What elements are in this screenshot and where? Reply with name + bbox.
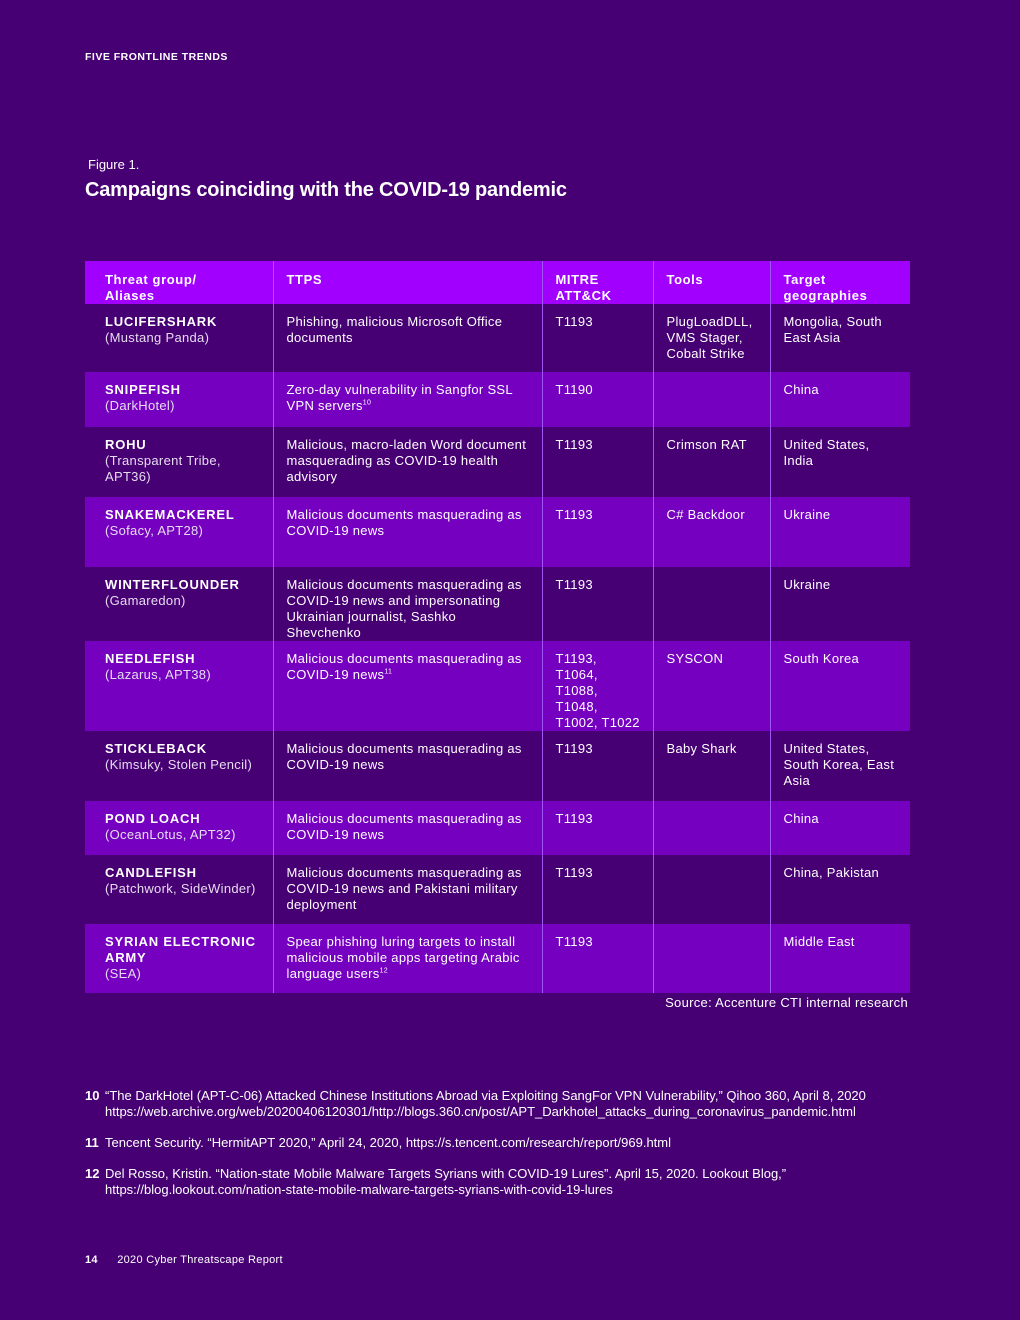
tools-cell: Crimson RAT — [653, 427, 770, 497]
column-header: MITRE ATT&CK — [542, 261, 653, 304]
mitre-cell: T1193 — [542, 924, 653, 993]
footnote-line: https://blog.lookout.com/nation-state-mobile-malware-targets-syrians-with-covid-19-lures — [105, 1182, 613, 1197]
table-row — [85, 304, 910, 372]
table-row — [85, 427, 910, 497]
table-row — [85, 855, 910, 924]
geo-cell: United States, South Korea, East Asia — [770, 731, 910, 801]
threat-group-cell — [85, 801, 273, 855]
tools-cell: Baby Shark — [653, 731, 770, 801]
table-row — [85, 801, 910, 855]
page-footer — [85, 1254, 283, 1266]
threat-group-name: NEEDLEFISH — [105, 651, 196, 666]
footnote-number: 10 — [85, 1088, 100, 1103]
footnote-line: Del Rosso, Kristin. “Nation-state Mobile Malware Targets Syrians with COVID-19 Lures”. April 15, 2020. Lookout Blog,” — [105, 1166, 787, 1181]
geo-cell: Middle East — [770, 924, 910, 993]
figure-title: Campaigns coinciding with the COVID-19 pandemic — [85, 179, 567, 201]
threat-group-aliases: (Sofacy, APT28) — [105, 523, 204, 538]
geo-cell: China, Pakistan — [770, 855, 910, 924]
column-header: Threat group/ Aliases — [85, 261, 273, 304]
mitre-cell: T1190 — [542, 372, 653, 427]
mitre-cell: T1193 — [542, 855, 653, 924]
geo-cell: South Korea — [770, 641, 910, 731]
table-row — [85, 641, 910, 731]
footnote-number: 12 — [85, 1166, 100, 1181]
threat-group-aliases: (Mustang Panda) — [105, 330, 210, 345]
table-row — [85, 372, 910, 427]
threat-group-cell — [85, 855, 273, 924]
campaigns-table — [85, 261, 910, 993]
tools-cell — [653, 855, 770, 924]
ttps-cell: Spear phishing luring targets to install malicious mobile apps targeting Arabic language users$^{12}$ — [273, 924, 542, 993]
ttps-cell: Phishing, malicious Microsoft Office documents — [273, 304, 542, 372]
tools-cell — [653, 372, 770, 427]
threat-group-cell — [85, 567, 273, 641]
threat-group-cell — [85, 641, 273, 731]
footnote-number: 11 — [85, 1135, 99, 1150]
mitre-cell: T1193 — [542, 427, 653, 497]
ttps-cell: Zero-day vulnerability in Sangfor SSL VPN servers$^{10}$ — [273, 372, 542, 427]
mitre-cell: T1193 — [542, 567, 653, 641]
table-header-row — [85, 261, 910, 304]
geo-cell: Ukraine — [770, 567, 910, 641]
mitre-cell: T1193, T1064, T1088, T1048, T1002, T1022 — [542, 641, 653, 731]
ttps-cell: Malicious, macro-laden Word document masquerading as COVID-19 health advisory — [273, 427, 542, 497]
threat-group-aliases: (Patchwork, SideWinder) — [105, 881, 256, 896]
footnote-line: “The DarkHotel (APT-C-06) Attacked Chinese Institutions Abroad via Exploiting SangFor VPN Vulnerability,” Qihoo 360, April 8, 2020 — [105, 1088, 866, 1103]
threat-group-aliases: (DarkHotel) — [105, 398, 175, 413]
footnote — [85, 1088, 965, 1120]
column-header: Tools — [653, 261, 770, 304]
footnote-ref: 12 — [379, 967, 388, 975]
tools-cell — [653, 924, 770, 993]
column-header: Target geographies — [770, 261, 910, 304]
ttps-cell: Malicious documents masquerading as COVID-19 news — [273, 801, 542, 855]
threat-group-aliases: (Transparent Tribe, APT36) — [105, 453, 221, 484]
footnote-text — [105, 1088, 965, 1120]
tools-cell: SYSCON — [653, 641, 770, 731]
tools-cell: C# Backdoor — [653, 497, 770, 567]
geo-cell: United States, India — [770, 427, 910, 497]
threat-group-aliases: (SEA) — [105, 966, 142, 981]
threat-group-name: ROHU — [105, 437, 147, 452]
threat-group-cell — [85, 372, 273, 427]
footnote — [85, 1166, 965, 1198]
ttps-cell: Malicious documents masquerading as COVID-19 news and Pakistani military deployment — [273, 855, 542, 924]
threat-group-aliases: (Lazarus, APT38) — [105, 667, 211, 682]
mitre-cell: T1193 — [542, 801, 653, 855]
footnote-text — [105, 1166, 965, 1198]
mitre-cell: T1193 — [542, 731, 653, 801]
mitre-cell: T1193 — [542, 497, 653, 567]
threat-group-cell — [85, 731, 273, 801]
threat-group-name: LUCIFERSHARK — [105, 314, 218, 329]
threat-group-name: SNIPEFISH — [105, 382, 181, 397]
section-label: FIVE FRONTLINE TRENDS — [85, 51, 228, 63]
figure-label: Figure 1. — [88, 157, 140, 172]
geo-cell: Mongolia, South East Asia — [770, 304, 910, 372]
table-row — [85, 924, 910, 993]
threat-group-cell — [85, 497, 273, 567]
geo-cell: Ukraine — [770, 497, 910, 567]
threat-group-aliases: (Kimsuky, Stolen Pencil) — [105, 757, 253, 772]
tools-cell — [653, 801, 770, 855]
table-row — [85, 497, 910, 567]
ttps-cell: Malicious documents masquerading as COVID-19 news — [273, 731, 542, 801]
report-title: 2020 Cyber Threatscape Report — [117, 1254, 283, 1266]
footnote-ref: 10 — [362, 399, 372, 407]
geo-cell: China — [770, 372, 910, 427]
footnote-text — [105, 1135, 965, 1151]
table-row — [85, 731, 910, 801]
ttps-cell: Malicious documents masquerading as COVID-19 news — [273, 497, 542, 567]
threat-group-cell — [85, 304, 273, 372]
threat-group-name: STICKLEBACK — [105, 741, 207, 756]
table-row — [85, 567, 910, 641]
threat-group-cell — [85, 427, 273, 497]
tools-cell — [653, 567, 770, 641]
ttps-cell: Malicious documents masquerading as COVID-19 news and impersonating Ukrainian journalist, Sashko Shevchenko — [273, 567, 542, 641]
threat-group-aliases: (Gamaredon) — [105, 593, 186, 608]
tools-cell: PlugLoadDLL, VMS Stager, Cobalt Strike — [653, 304, 770, 372]
footnote — [85, 1135, 965, 1151]
footnote-line: https://web.archive.org/web/20200406120301/http://blogs.360.cn/post/APT_Darkhotel_attacks_during_coronavirus_pandemic.html — [105, 1104, 856, 1119]
threat-group-name: CANDLEFISH — [105, 865, 197, 880]
ttps-cell: Malicious documents masquerading as COVID-19 news$^{11}$ — [273, 641, 542, 731]
page-number: 14 — [85, 1254, 98, 1266]
threat-group-name: SYRIAN ELECTRONIC ARMY — [105, 934, 256, 965]
threat-group-cell — [85, 924, 273, 993]
footnotes — [85, 1088, 965, 1213]
column-header: TTPS — [273, 261, 542, 304]
footnote-ref: 11 — [384, 668, 393, 676]
geo-cell: China — [770, 801, 910, 855]
threat-group-aliases: (OceanLotus, APT32) — [105, 827, 236, 842]
threat-group-name: SNAKEMACKEREL — [105, 507, 235, 522]
mitre-cell: T1193 — [542, 304, 653, 372]
source-note: Source: Accenture CTI internal research — [665, 995, 908, 1010]
threat-group-name: WINTERFLOUNDER — [105, 577, 240, 592]
threat-group-name: POND LOACH — [105, 811, 201, 826]
footnote-line: Tencent Security. “HermitAPT 2020,” April 24, 2020, https://s.tencent.com/research/report/969.html — [105, 1135, 672, 1150]
